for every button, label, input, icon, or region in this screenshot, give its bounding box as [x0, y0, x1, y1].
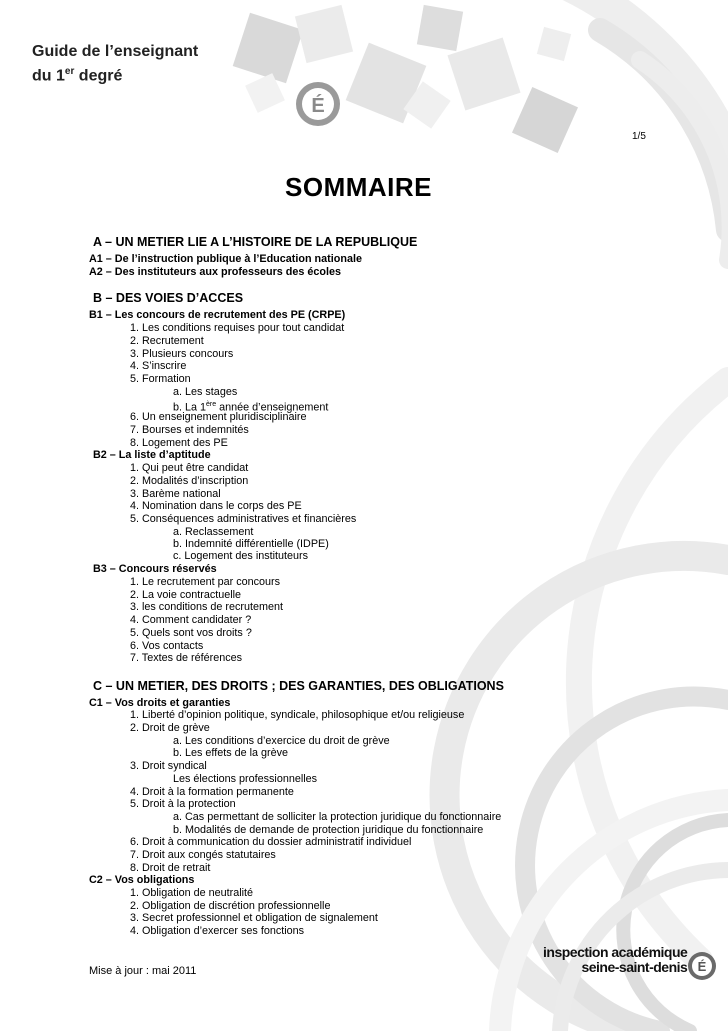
- toc-subitem: b. Modalités de demande de protection juridique du fonctionnaire: [173, 824, 484, 836]
- svg-text:É: É: [697, 959, 707, 974]
- toc-subitem: a. Les stages: [173, 386, 238, 398]
- toc-item: 1. Le recrutement par concours: [130, 576, 281, 588]
- toc-item: 3. Barème national: [130, 488, 221, 500]
- toc-subitem: a. Les conditions d’exercice du droit de grève: [173, 735, 390, 747]
- toc-a2: A2 – Des instituteurs aux professeurs des écoles: [89, 266, 342, 278]
- section-c-heading: C – UN METIER, DES DROITS ; DES GARANTIES, DES OBLIGATIONS: [93, 679, 504, 693]
- toc-item: 5. Quels sont vos droits ?: [130, 627, 252, 639]
- logo-line2: seine-saint-denis: [581, 959, 688, 975]
- svg-text:É: É: [311, 95, 325, 117]
- toc-subitem: b. La 1ère année d’enseignement: [173, 401, 329, 414]
- toc-item: 6. Vos contacts: [130, 640, 204, 652]
- toc-subitem: b. Les effets de la grève: [173, 747, 289, 759]
- toc-item: 5. Droit à la protection: [130, 798, 236, 810]
- document-title: SOMMAIRE: [285, 172, 432, 202]
- toc-item: 6. Un enseignement pluridisciplinaire: [130, 411, 307, 423]
- education-emblem-icon: [687, 951, 717, 981]
- guide-title: [32, 42, 198, 86]
- toc-item: 5. Formation: [130, 373, 191, 385]
- toc-item: 2. La voie contractuelle: [130, 589, 242, 601]
- toc-item: 3. Droit syndical: [130, 760, 207, 772]
- toc-item: 7. Droit aux congés statutaires: [130, 849, 276, 861]
- toc-item: 4. Nomination dans le corps des PE: [130, 500, 302, 512]
- toc-item: 3. Secret professionnel et obligation de signalement: [130, 912, 378, 924]
- toc-a1: A1 – De l’instruction publique à l’Education nationale: [89, 253, 362, 265]
- section-b-heading: B – DES VOIES D’ACCES: [93, 291, 244, 305]
- toc-item: 1. Obligation de neutralité: [130, 887, 254, 899]
- page-number: 1/5: [632, 131, 646, 142]
- toc-item: 1. Les conditions requises pour tout candidat: [130, 322, 345, 334]
- toc-item: 8. Droit de retrait: [130, 862, 211, 874]
- toc-subitem: Les élections professionnelles: [173, 773, 318, 785]
- toc-c2: C2 – Vos obligations: [89, 874, 195, 886]
- toc-item: 1. Liberté d’opinion politique, syndicale, philosophique et/ou religieuse: [130, 709, 465, 721]
- toc-item: 2. Recrutement: [130, 335, 204, 347]
- inspection-logo: [543, 945, 687, 975]
- toc-item: 4. Comment candidater ?: [130, 614, 252, 626]
- toc-item: 4. Droit à la formation permanente: [130, 786, 294, 798]
- toc-item: 3. Plusieurs concours: [130, 348, 234, 360]
- toc-subitem: c. Logement des instituteurs: [173, 550, 309, 562]
- toc-b1: B1 – Les concours de recrutement des PE (CRPE): [89, 309, 346, 321]
- toc-item: 3. les conditions de recrutement: [130, 601, 284, 613]
- toc-item: 5. Conséquences administratives et financières: [130, 513, 357, 525]
- guide-title-line2: du 1er degré: [32, 66, 123, 85]
- toc-item: 2. Obligation de discrétion professionnelle: [130, 900, 331, 912]
- toc-b2: B2 – La liste d’aptitude: [93, 449, 211, 461]
- toc-b3: B3 – Concours réservés: [93, 563, 217, 575]
- toc-item: 1. Qui peut être candidat: [130, 462, 249, 474]
- toc-item: 2. Droit de grève: [130, 722, 210, 734]
- section-a-heading: A – UN METIER LIE A L’HISTOIRE DE LA REPUBLIQUE: [93, 235, 418, 249]
- logo-line1: inspection académique: [543, 944, 688, 960]
- toc-item: 8. Logement des PE: [130, 437, 228, 449]
- education-emblem-icon: [296, 82, 340, 126]
- toc-subitem: b. Indemnité différentielle (IDPE): [173, 538, 329, 550]
- toc-c1: C1 – Vos droits et garanties: [89, 697, 231, 709]
- toc-item: 2. Modalités d’inscription: [130, 475, 249, 487]
- toc-item: 6. Droit à communication du dossier administratif individuel: [130, 836, 412, 848]
- toc-subitem: a. Reclassement: [173, 526, 254, 538]
- toc-subitem: a. Cas permettant de solliciter la protection juridique du fonctionnaire: [173, 811, 502, 823]
- toc-item: 4. Obligation d’exercer ses fonctions: [130, 925, 305, 937]
- toc-item: 7. Bourses et indemnités: [130, 424, 249, 436]
- toc-item: 4. S’inscrire: [130, 360, 187, 372]
- guide-title-line1: Guide de l’enseignant: [32, 43, 199, 60]
- toc-item: 7. Textes de références: [130, 652, 243, 664]
- update-date: Mise à jour : mai 2011: [89, 965, 197, 977]
